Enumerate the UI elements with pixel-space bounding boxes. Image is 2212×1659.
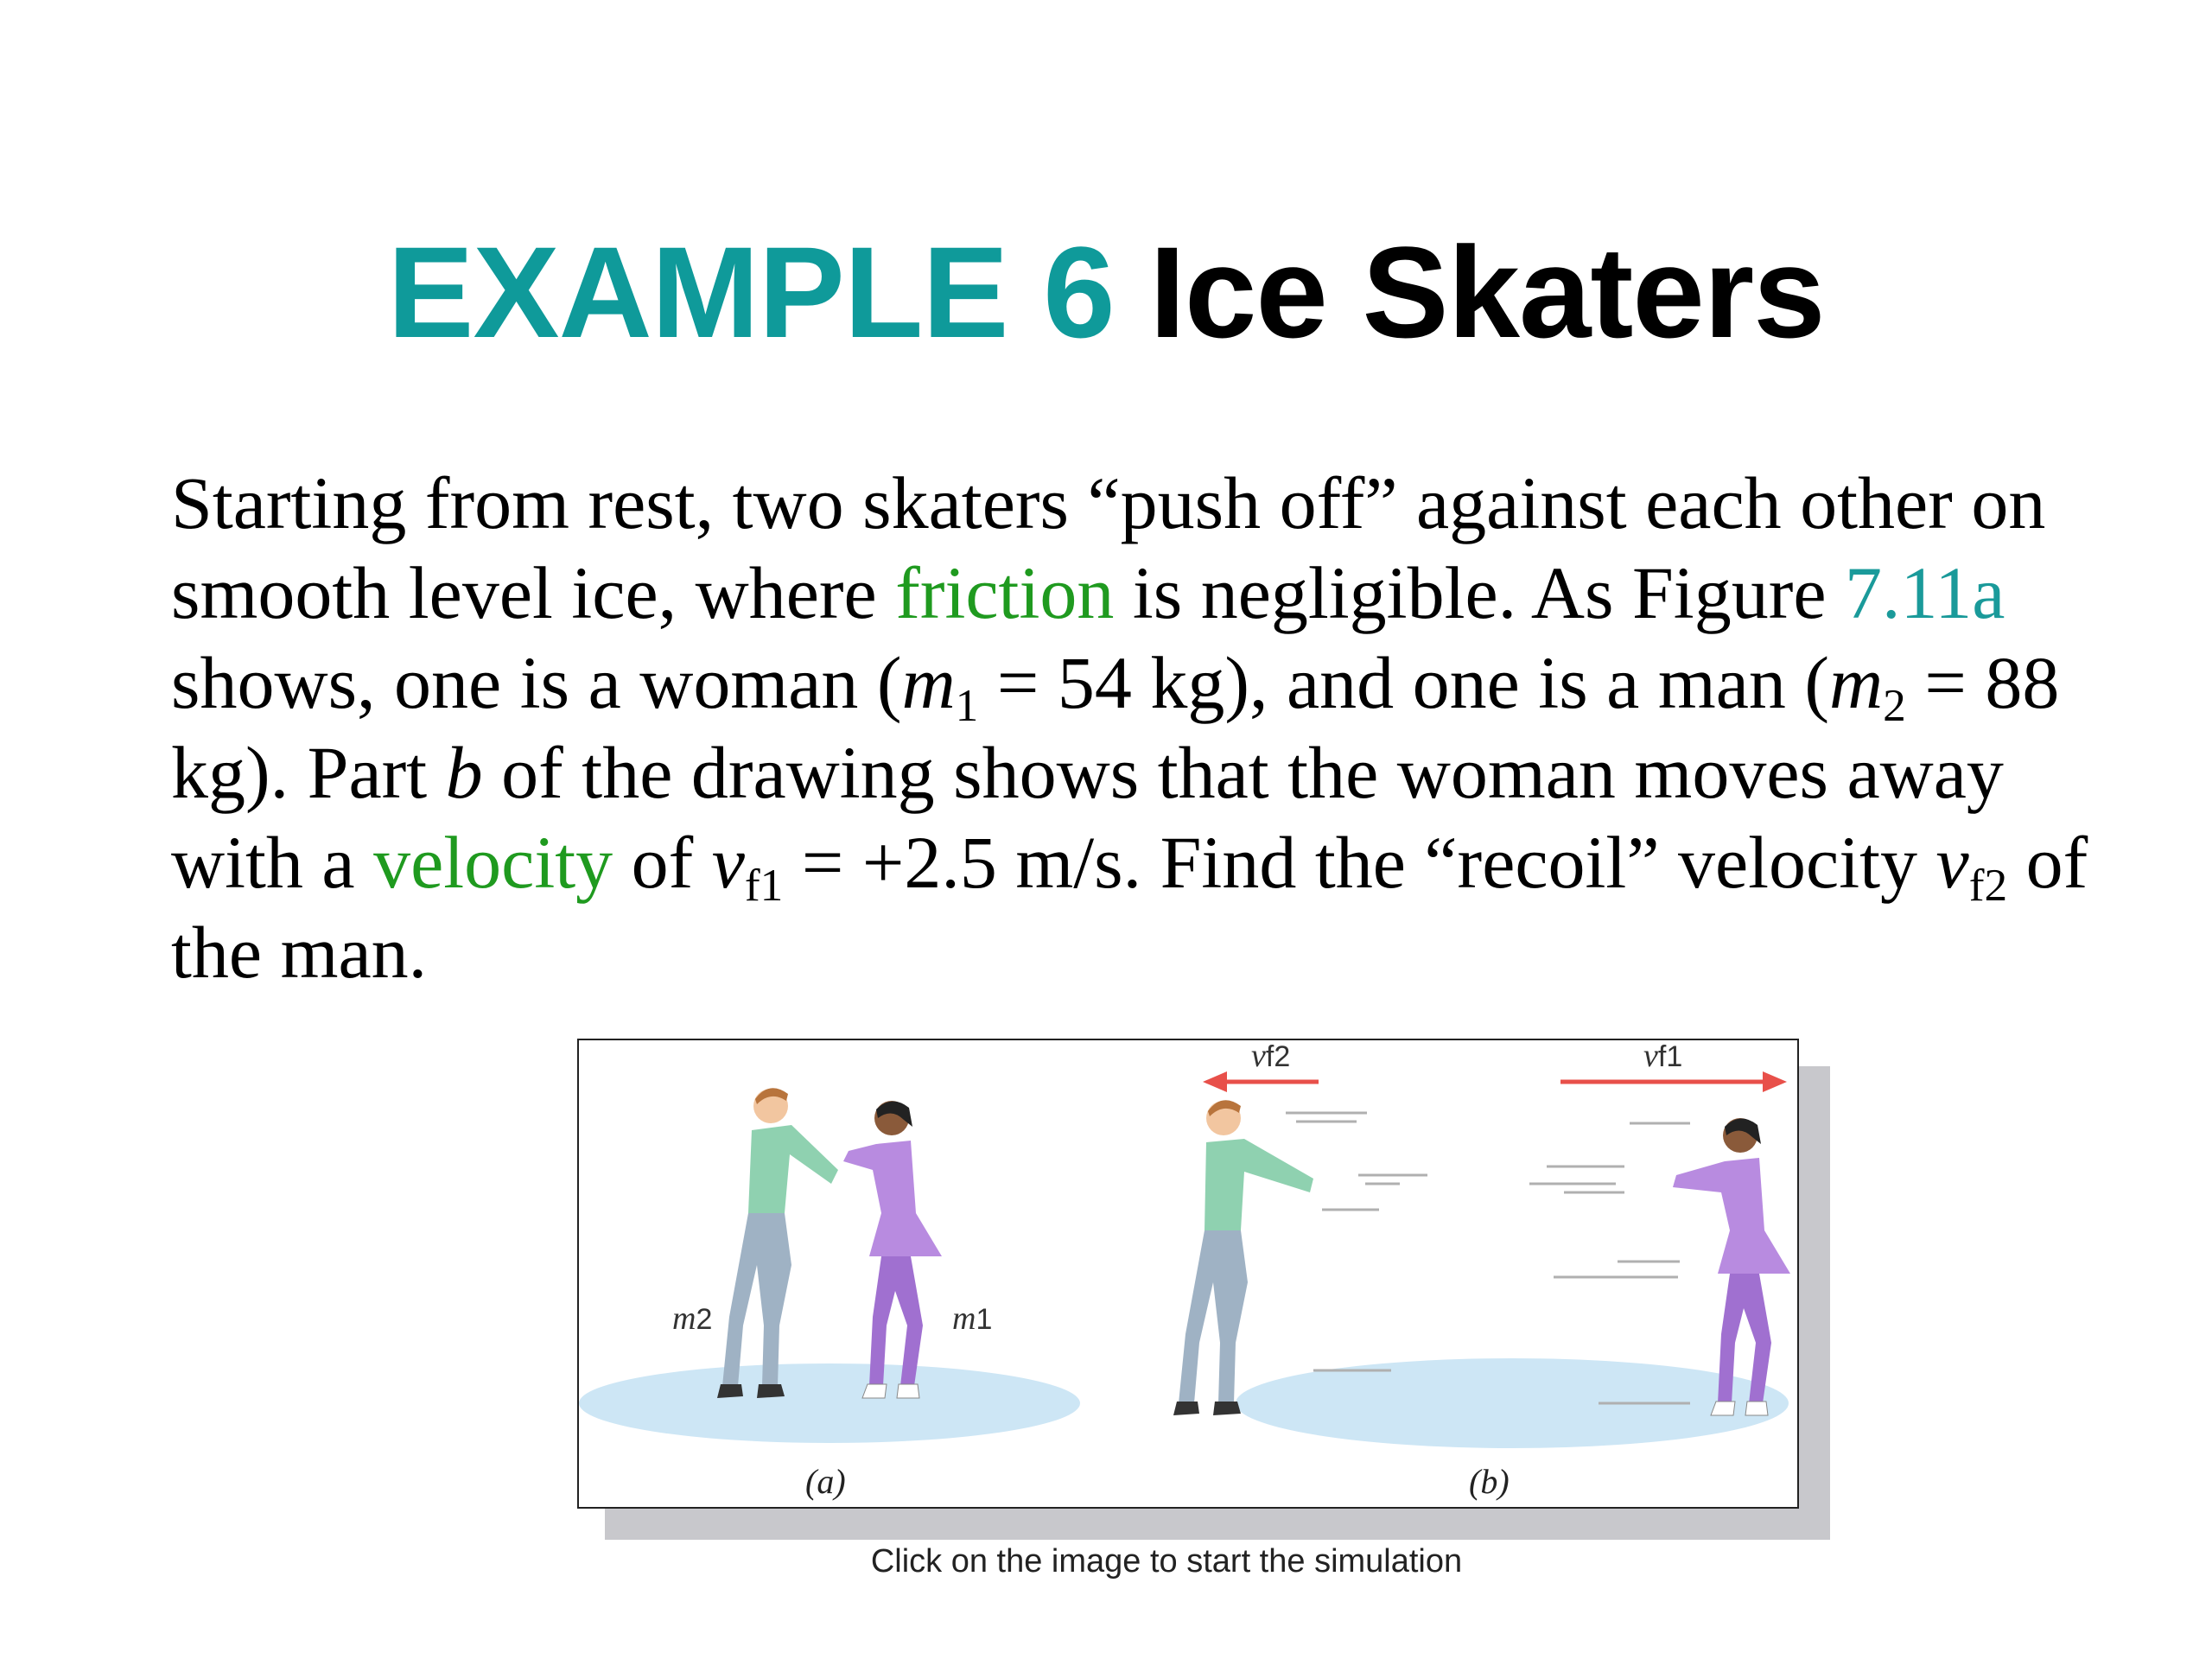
skaters-illustration [579,1040,1801,1510]
vf1-symbol: v [711,821,745,904]
vf1-subscript: f1 [744,858,784,911]
text-run: = 54 kg), and one is a man ( [978,641,1830,724]
figure-container [577,1039,1830,1540]
m2-symbol: m [1829,641,1884,724]
example-number: EXAMPLE 6 [387,219,1115,365]
vf2-subscript: f2 [1968,858,2008,911]
text-run: = +2.5 m/s. Find the “recoil” velocity [783,821,1936,904]
m1-subscript: 1 [955,678,979,731]
label-vf1: vf1 [1643,1040,1683,1074]
vf1-arrow [1560,1071,1787,1092]
label-m1: m1 [952,1300,993,1337]
text-run: Starting from rest, two skaters “push off” against each other on smooth level ice, where [171,461,2046,634]
woman-figure-a [843,1101,942,1398]
man-figure-b [1173,1100,1313,1415]
label-m2: m2 [672,1300,713,1337]
text-run: of the drawing shows that the woman moves away with a [171,731,2004,904]
panel-b-label: (b) [1469,1462,1510,1501]
man-figure-a [717,1088,838,1398]
friction-term-link[interactable]: friction [895,551,1115,634]
label-vf2: vf2 [1251,1040,1291,1074]
m1-symbol: m [901,641,956,724]
simulation-figure[interactable] [577,1039,1799,1509]
slide-title [0,214,2212,370]
vf2-arrow [1203,1071,1319,1092]
problem-statement [171,458,2089,997]
ice-patch-b [1236,1358,1789,1448]
part-b-label: b [445,731,483,814]
velocity-term-link[interactable]: velocity [373,821,613,904]
figure-reference-link[interactable]: 7.11a [1845,551,2005,634]
text-run: is negligible. As Figure [1114,551,1845,634]
m2-subscript: 2 [1883,678,1906,731]
vf2-symbol: v [1936,821,1969,904]
text-run: of the man. [171,821,2088,994]
ice-patch-a [579,1363,1080,1443]
example-name: Ice Skaters [1149,219,1825,365]
panel-a-label: (a) [805,1462,846,1501]
text-run: shows, one is a woman ( [171,641,902,724]
text-run: = 88 kg). Part [171,641,2060,814]
text-run: of [613,821,712,904]
simulation-caption: Click on the image to start the simulation [870,1543,1463,1580]
